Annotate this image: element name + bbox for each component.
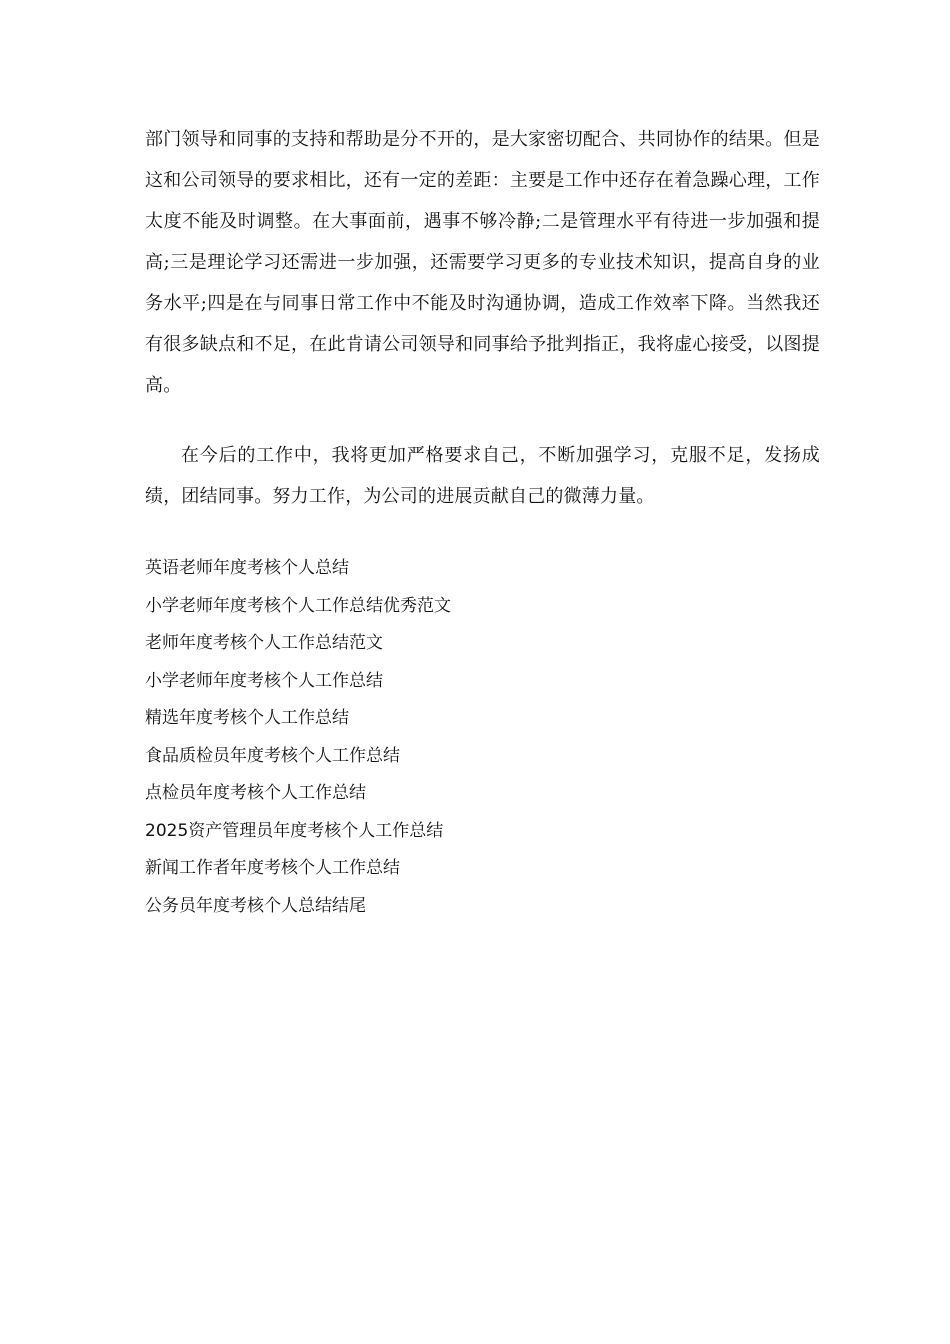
related-article-link[interactable]: 老师年度考核个人工作总结范文	[145, 633, 383, 653]
document-body	[145, 119, 820, 941]
related-articles-list	[145, 550, 820, 925]
related-article-link[interactable]: 新闻工作者年度考核个人工作总结	[145, 858, 400, 878]
related-article-link[interactable]: 小学老师年度考核个人工作总结优秀范文	[145, 595, 451, 616]
related-article-link[interactable]: 点检员年度考核个人工作总结	[145, 783, 366, 803]
related-article-link[interactable]: 食品质检员年度考核个人工作总结	[145, 745, 400, 766]
related-article-link[interactable]: 精选年度考核个人工作总结	[145, 708, 349, 728]
related-article-link[interactable]: 英语老师年度考核个人总结	[145, 558, 349, 578]
related-article-link[interactable]: 小学老师年度考核个人工作总结	[145, 670, 383, 691]
related-article-link[interactable]: 公务员年度考核个人总结结尾	[145, 895, 366, 916]
body-paragraph: 在今后的工作中，我将更加严格要求自己，不断加强学习，克服不足，发扬成绩，团结同事。努力工作，为公司的进展贡献自己的微薄力量。	[145, 445, 820, 507]
body-paragraph: 部门领导和同事的支持和帮助是分不开的，是大家密切配合、共同协作的结果。但是这和公司领导的要求相比，还有一定的差距：主要是工作中还存在着急躁心理，工作太度不能及时调整。在大事面前，遇事不够冷静;二是管理水平有待进一步加强和提高;三是理论学习还需进一步加强，还需要学习更多的专业技术知识，提高自身的业务水平;四是在与同事日常工作中不能及时沟通协调，造成工作效率下降。当然我还有很多缺点和不足，在此肯请公司领导和同事给予批判指正，我将虚心接受，以图提高。	[145, 129, 820, 396]
related-article-link[interactable]: 2025资产管理员年度考核个人工作总结	[145, 820, 444, 841]
